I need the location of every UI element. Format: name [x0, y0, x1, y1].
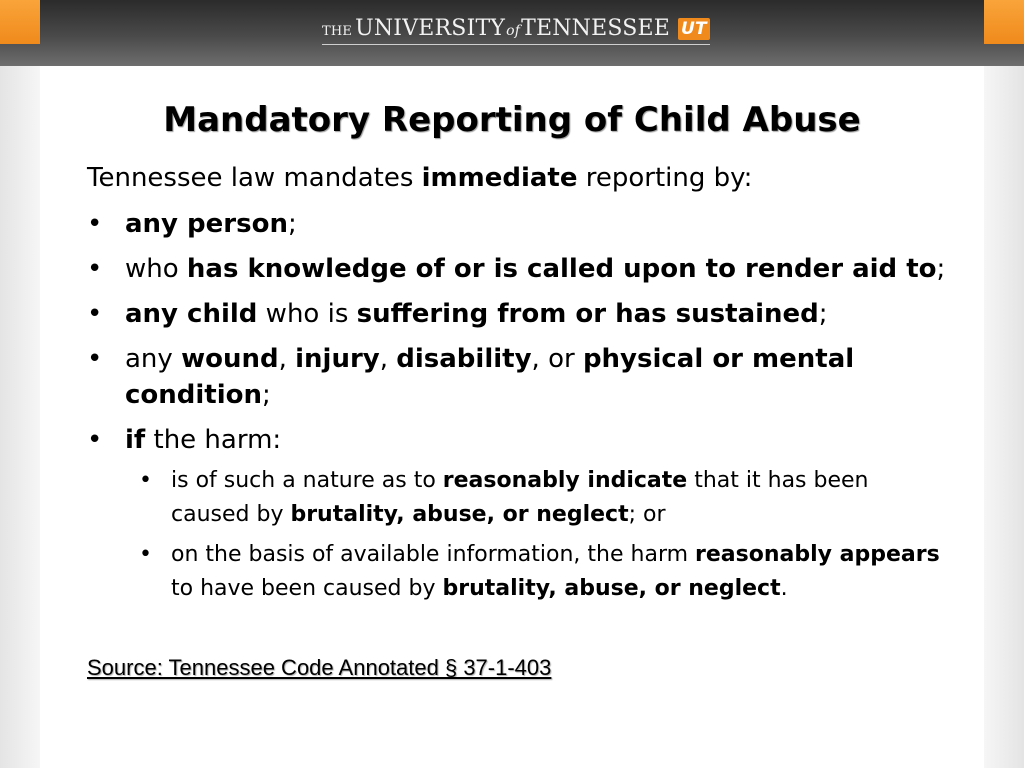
wordmark-underline: [322, 44, 710, 45]
bullet-marker: •: [87, 299, 103, 329]
sub-bullet-reasonably-indicate: • is of such a nature as to reasonably indicate that it has been caused by brutality, abuse, or neglect; or: [125, 464, 947, 532]
wordmark-the: THE: [322, 24, 353, 39]
bullet-any-child: • any child who is suffering from or has sustained;: [87, 296, 947, 332]
header-bar: [0, 0, 1024, 66]
wordmark-of: of: [506, 23, 521, 39]
sub-bullet-reasonably-appears: • on the basis of available information, the harm reasonably appears to have been caused by brutality, abuse, or neglect.: [125, 538, 947, 606]
right-side-shade: [984, 0, 1024, 768]
intro-line: Tennessee law mandates immediate reporting by:: [87, 163, 753, 193]
bullet-marker: •: [87, 344, 103, 374]
sub-bullet-marker: •: [139, 468, 152, 493]
bullet-marker: •: [87, 209, 103, 239]
left-orange-tab: [0, 0, 40, 44]
sub-bullet-marker: •: [139, 542, 152, 567]
bullet-any-person: • any person;: [87, 206, 947, 242]
bullet-knowledge: • who has knowledge of or is called upon to render aid to;: [87, 251, 947, 287]
sub-bullet-list: [125, 464, 947, 606]
bullet-marker: •: [87, 425, 103, 455]
bullet-list: [87, 206, 947, 606]
wordmark-university: UNIVERSITY: [355, 16, 506, 41]
ut-logo-icon: UT: [678, 18, 710, 40]
right-orange-tab: [984, 0, 1024, 44]
left-side-shade: [0, 0, 40, 768]
bullet-wound-injury: • any wound, injury, disability, or physical or mental condition;: [87, 341, 947, 413]
slide-body: [40, 66, 984, 768]
bullet-marker: •: [87, 254, 103, 284]
slide-title: Mandatory Reporting of Child Abuse: [163, 100, 861, 140]
bullet-if-the-harm: • if the harm: • is of such a nature as to reasonably indicate that it has been caused by brutality, abuse, or neglect; or • on the basis of available information, the harm reasonably appears to have been caused by brutality, abuse, or neglect.: [87, 422, 947, 606]
wordmark-tennessee: TENNESSEE: [521, 16, 671, 41]
university-wordmark: [322, 16, 710, 46]
source-citation: Source: Tennessee Code Annotated § 37-1-403: [87, 655, 552, 680]
slide-content: [87, 162, 947, 615]
